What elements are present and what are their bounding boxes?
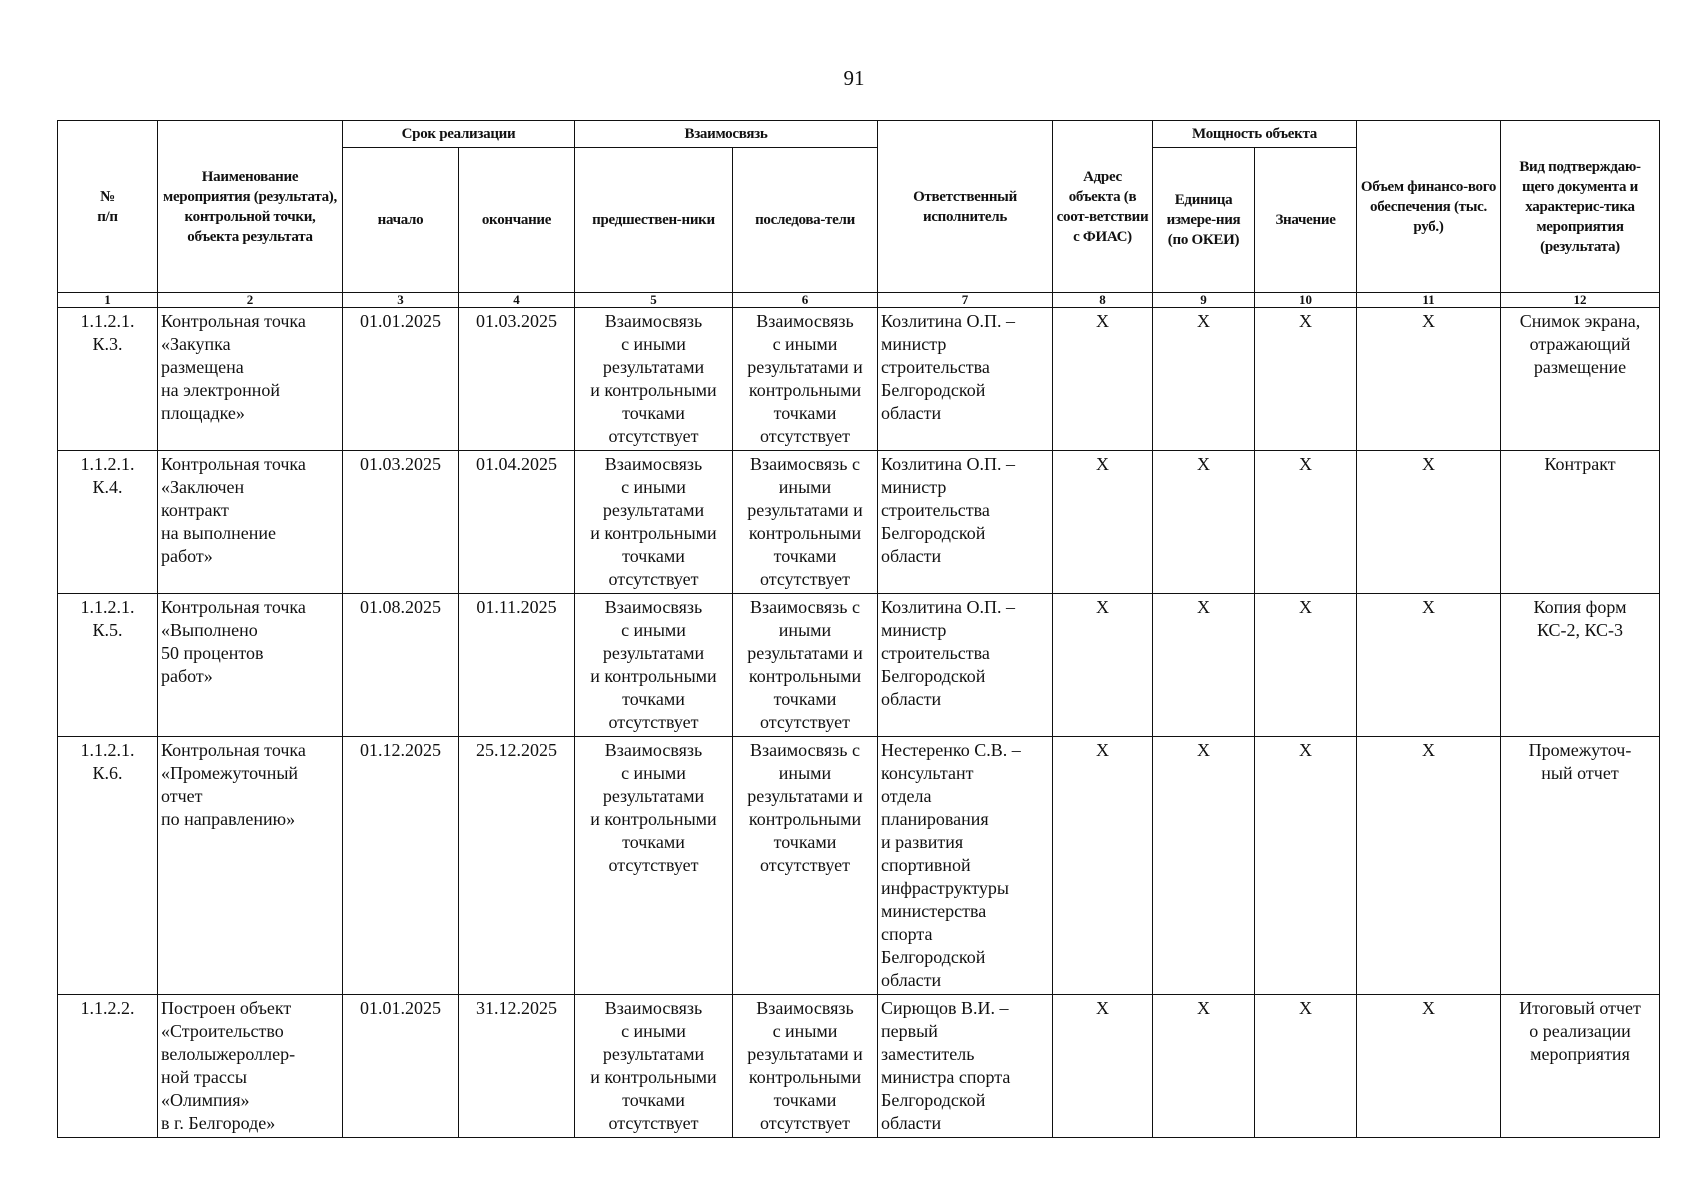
cell-successors: Взаимосвязь с иными результатами и контрольными точками отсутствует (733, 308, 878, 451)
cell-address: X (1053, 308, 1153, 451)
header-start: начало (343, 148, 459, 293)
cell-successors: Взаимосвязь с иными результатами и контрольными точками отсутствует (733, 737, 878, 995)
cell-start: 01.01.2025 (343, 308, 459, 451)
cell-end: 01.03.2025 (459, 308, 575, 451)
cell-end: 31.12.2025 (459, 995, 575, 1138)
cell-document: Контракт (1501, 451, 1660, 594)
cell-responsible: Нестеренко С.В. – консультант отдела планирования и развития спортивной инфраструктуры министерства спорта Белгородской области (878, 737, 1053, 995)
cell-name: Контрольная точка «Промежуточный отчет по направлению» (158, 737, 343, 995)
cell-finance: X (1357, 594, 1501, 737)
header-document: Вид подтверждаю-щего документа и характерис-тика мероприятия (результата) (1501, 121, 1660, 293)
column-number: 2 (158, 293, 343, 308)
cell-predecessors: Взаимосвязь с иными результатами и контрольными точками отсутствует (575, 737, 733, 995)
cell-document: Снимок экрана, отражающий размещение (1501, 308, 1660, 451)
column-number: 11 (1357, 293, 1501, 308)
cell-name: Контрольная точка «Выполнено 50 процентов работ» (158, 594, 343, 737)
header-row-top (58, 121, 1660, 148)
cell-responsible: Козлитина О.П. – министр строительства Белгородской области (878, 451, 1053, 594)
cell-start: 01.12.2025 (343, 737, 459, 995)
cell-unit: X (1153, 451, 1255, 594)
column-numbers-row (58, 293, 1660, 308)
cell-predecessors: Взаимосвязь с иными результатами и контрольными точками отсутствует (575, 594, 733, 737)
header-period: Срок реализации (343, 121, 575, 148)
cell-start: 01.08.2025 (343, 594, 459, 737)
cell-document: Итоговый отчет о реализации мероприятия (1501, 995, 1660, 1138)
cell-value: X (1255, 737, 1357, 995)
table-row (58, 308, 1660, 451)
table-row (58, 737, 1660, 995)
schedule-table (57, 120, 1660, 1138)
cell-unit: X (1153, 594, 1255, 737)
column-number: 9 (1153, 293, 1255, 308)
column-number: 12 (1501, 293, 1660, 308)
cell-finance: X (1357, 737, 1501, 995)
cell-name: Контрольная точка «Закупка размещена на электронной площадке» (158, 308, 343, 451)
cell-predecessors: Взаимосвязь с иными результатами и контрольными точками отсутствует (575, 451, 733, 594)
cell-document: Копия форм КС-2, КС-3 (1501, 594, 1660, 737)
cell-end: 01.04.2025 (459, 451, 575, 594)
cell-address: X (1053, 995, 1153, 1138)
cell-responsible: Козлитина О.П. – министр строительства Белгородской области (878, 594, 1053, 737)
cell-finance: X (1357, 451, 1501, 594)
cell-responsible: Козлитина О.П. – министр строительства Белгородской области (878, 308, 1053, 451)
header-predecessors: предшествен-ники (575, 148, 733, 293)
cell-finance: X (1357, 308, 1501, 451)
cell-address: X (1053, 594, 1153, 737)
cell-num: 1.1.2.2. (58, 995, 158, 1138)
header-successors: последова-тели (733, 148, 878, 293)
cell-value: X (1255, 594, 1357, 737)
table-row (58, 451, 1660, 594)
cell-end: 01.11.2025 (459, 594, 575, 737)
cell-end: 25.12.2025 (459, 737, 575, 995)
cell-num: 1.1.2.1. К.5. (58, 594, 158, 737)
header-value: Значение (1255, 148, 1357, 293)
header-end: окончание (459, 148, 575, 293)
cell-unit: X (1153, 737, 1255, 995)
cell-successors: Взаимосвязь с иными результатами и контрольными точками отсутствует (733, 995, 878, 1138)
cell-finance: X (1357, 995, 1501, 1138)
table-row (58, 594, 1660, 737)
column-number: 10 (1255, 293, 1357, 308)
header-responsible: Ответственный исполнитель (878, 121, 1053, 293)
cell-value: X (1255, 451, 1357, 594)
column-number: 4 (459, 293, 575, 308)
cell-unit: X (1153, 308, 1255, 451)
column-number: 1 (58, 293, 158, 308)
cell-address: X (1053, 737, 1153, 995)
page-number: 91 (843, 66, 865, 90)
cell-document: Промежуточ- ный отчет (1501, 737, 1660, 995)
header-name: Наименование мероприятия (результата), контрольной точки, объекта результата (158, 121, 343, 293)
cell-value: X (1255, 995, 1357, 1138)
header-capacity: Мощность объекта (1153, 121, 1357, 148)
column-number: 3 (343, 293, 459, 308)
header-unit: Единица измере-ния (по ОКЕИ) (1153, 148, 1255, 293)
column-number: 6 (733, 293, 878, 308)
table-row (58, 995, 1660, 1138)
cell-value: X (1255, 308, 1357, 451)
column-number: 5 (575, 293, 733, 308)
cell-name: Контрольная точка «Заключен контракт на выполнение работ» (158, 451, 343, 594)
cell-num: 1.1.2.1. К.6. (58, 737, 158, 995)
cell-successors: Взаимосвязь с иными результатами и контрольными точками отсутствует (733, 451, 878, 594)
cell-predecessors: Взаимосвязь с иными результатами и контрольными точками отсутствует (575, 308, 733, 451)
cell-start: 01.01.2025 (343, 995, 459, 1138)
cell-responsible: Сирющов В.И. – первый заместитель министра спорта Белгородской области (878, 995, 1053, 1138)
column-number: 8 (1053, 293, 1153, 308)
header-address: Адрес объекта (в соот-ветствии с ФИАС) (1053, 121, 1153, 293)
header-finance: Объем финансо-вого обеспечения (тыс. руб.) (1357, 121, 1501, 293)
cell-unit: X (1153, 995, 1255, 1138)
cell-num: 1.1.2.1. К.4. (58, 451, 158, 594)
column-number: 7 (878, 293, 1053, 308)
cell-start: 01.03.2025 (343, 451, 459, 594)
cell-predecessors: Взаимосвязь с иными результатами и контрольными точками отсутствует (575, 995, 733, 1138)
cell-successors: Взаимосвязь с иными результатами и контрольными точками отсутствует (733, 594, 878, 737)
header-relation: Взаимосвязь (575, 121, 878, 148)
cell-address: X (1053, 451, 1153, 594)
cell-name: Построен объект «Строительство велолыжероллер- ной трассы «Олимпия» в г. Белгороде» (158, 995, 343, 1138)
cell-num: 1.1.2.1. К.3. (58, 308, 158, 451)
header-num: № п/п (58, 121, 158, 293)
